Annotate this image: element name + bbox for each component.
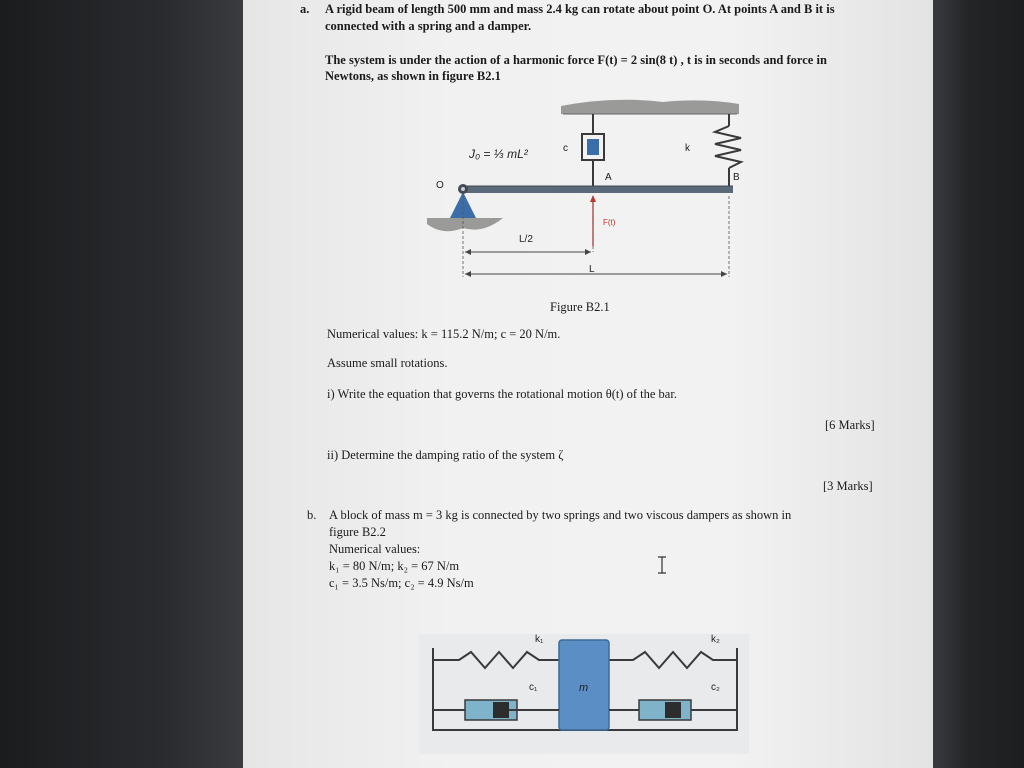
figure-b2-2 [419,634,749,754]
part-a-marker: a. [300,2,310,16]
pivot-support [450,192,476,218]
length-label: L [589,264,595,275]
point-o-label: O [436,180,444,191]
part-b-line-3: Numerical values: [329,542,421,556]
ground [427,218,503,231]
monitor-bezel-right [930,0,1024,768]
part-a-assumption: Assume small rotations. [327,356,448,370]
text-cursor-icon [657,556,667,574]
monitor-bezel-left [0,0,245,768]
part-b-line-2: figure B2.2 [329,525,386,539]
question-i: i) Write the equation that governs the rotational motion θ(t) of the bar. [327,387,677,401]
figure-b2-1 [413,92,773,292]
damper-c1-label: c₁ [529,682,538,693]
question-ii: ii) Determine the damping ratio of the system ζ [327,448,564,462]
inertia-label: J₀ = ⅓ mL² [469,147,528,161]
spring-k1-label: k₁ [535,634,544,645]
spring-k2-label: k₂ [711,634,720,645]
part-a-numerical-values: Numerical values: k = 115.2 N/m; c = 20 N/m. [327,327,561,341]
spring-k [715,126,741,168]
damper-c2-label: c₂ [711,682,720,693]
rigid-beam [463,186,733,193]
document-page [243,0,933,768]
force-label: F(t) [603,218,616,227]
damper-piston [587,139,599,155]
part-b-line-5: c₁ = 3.5 Ns/m; c₂ = 4.9 Ns/m [329,576,474,590]
part-b-marker: b. [307,508,317,522]
part-a-line-1: A rigid beam of length 500 mm and mass 2.4 kg can rotate about point O. At points A and B it is [325,2,835,16]
point-b-label: B [733,172,740,183]
part-a-line-3: The system is under the action of a harmonic force F(t) = 2 sin(8 t) , t is in seconds and force in [325,53,827,67]
figure-b2-1-caption: Figure B2.1 [550,300,610,314]
question-i-marks: [6 Marks] [825,418,875,432]
part-a-line-2: connected with a spring and a damper. [325,19,532,33]
mass-label: m [579,682,589,694]
part-a-line-4: Newtons, as shown in figure B2.1 [325,69,501,83]
half-length-label: L/2 [519,234,533,245]
damper-c-label: c [563,143,568,154]
question-ii-marks: [3 Marks] [823,479,873,493]
ceiling-ground [561,100,739,114]
point-a-label: A [605,172,612,183]
part-b-line-4: k₁ = 80 N/m; k₂ = 67 N/m [329,559,460,573]
spring-k-label: k [685,143,690,154]
part-b-line-1: A block of mass m = 3 kg is connected by two springs and two viscous dampers as shown in [329,508,792,522]
